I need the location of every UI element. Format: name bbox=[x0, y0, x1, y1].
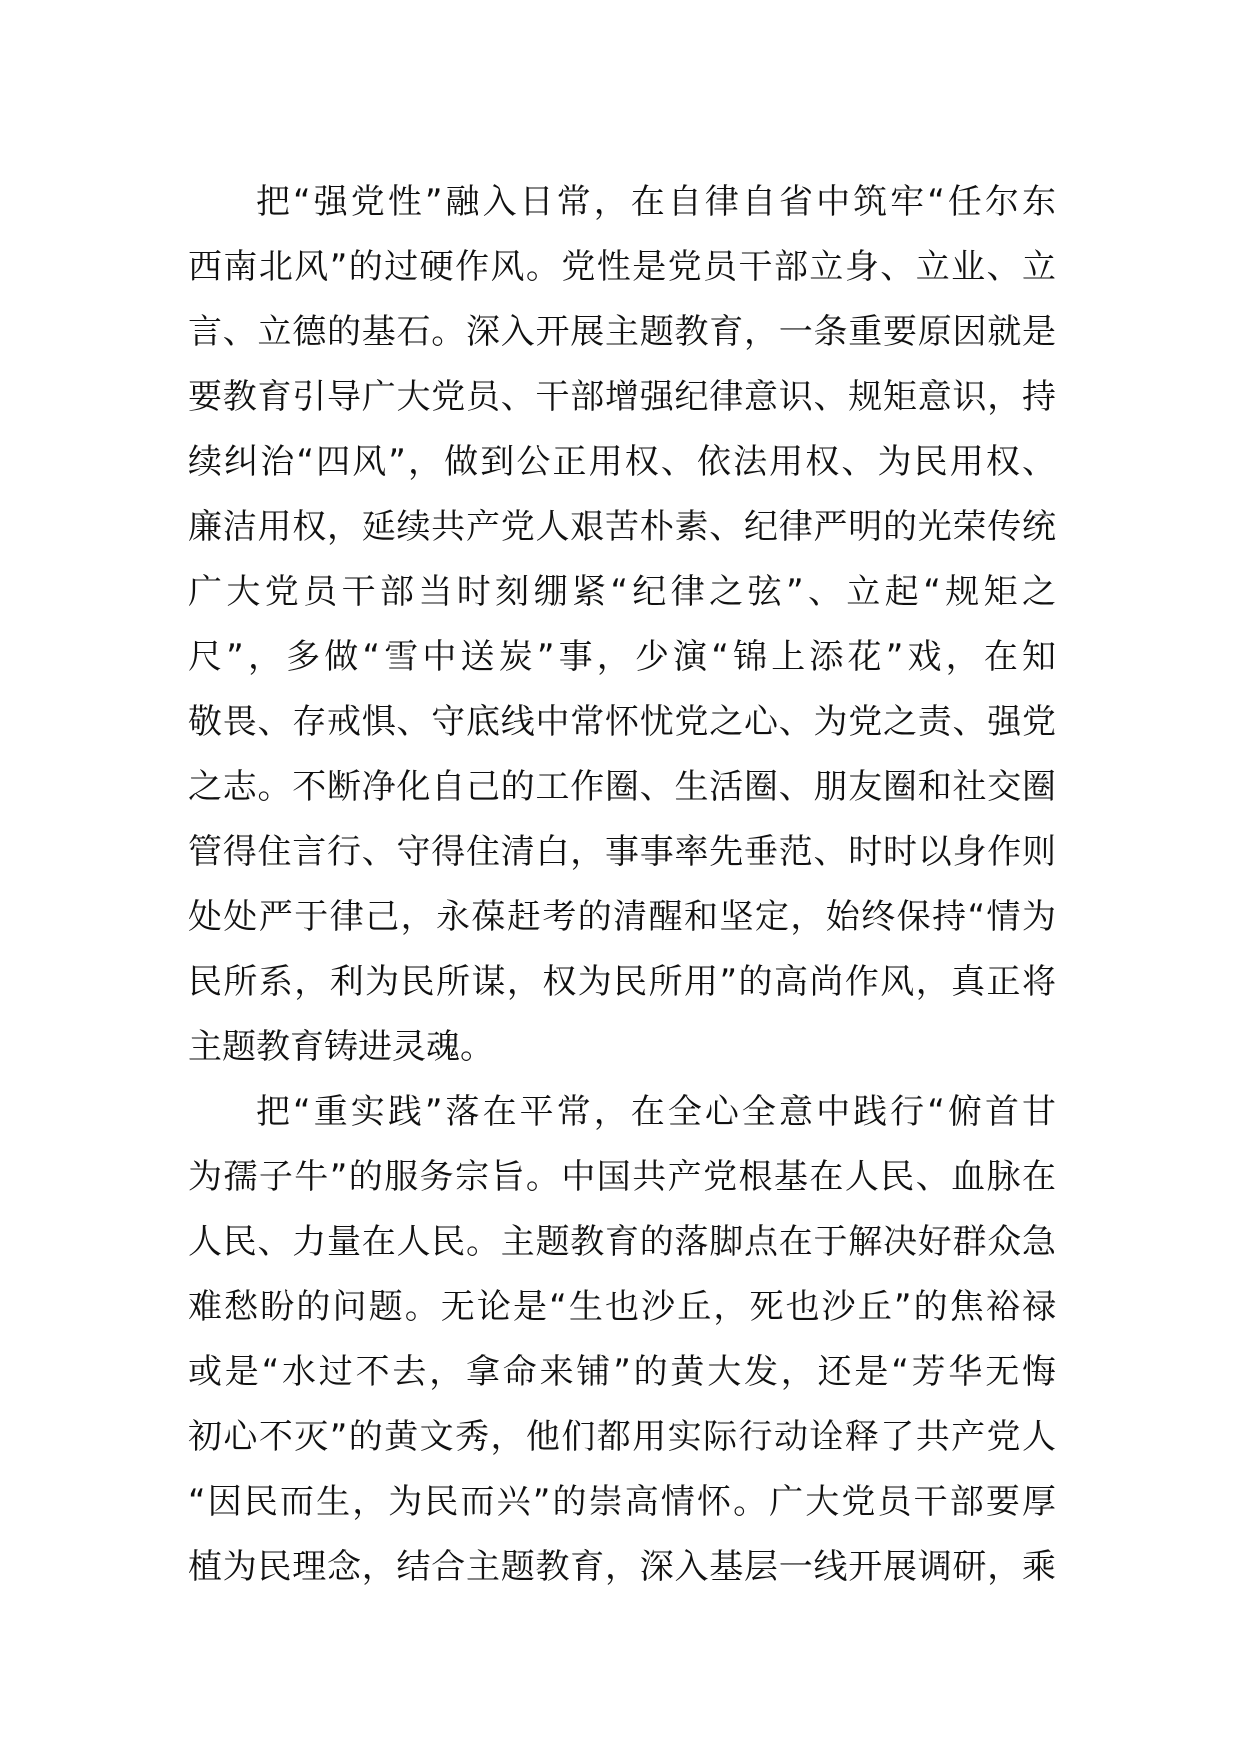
text-line: 续纠治“四风”，做到公正用权、依法用权、为民用权、 bbox=[188, 442, 1056, 482]
text-line: 言、立德的基石。深入开展主题教育，一条重要原因就是 bbox=[188, 312, 1056, 352]
text-line: 难愁盼的问题。无论是“生也沙丘，死也沙丘”的焦裕禄 bbox=[188, 1287, 1056, 1327]
text-line: 要教育引导广大党员、干部增强纪律意识、规矩意识，持 bbox=[188, 377, 1056, 417]
text-line: 或是“水过不去，拿命来铺”的黄大发，还是“芳华无悔 bbox=[188, 1352, 1056, 1392]
text-line: 西南北风”的过硬作风。党性是党员干部立身、立业、立 bbox=[188, 247, 1056, 287]
text-line: 广大党员干部当时刻绷紧“纪律之弦”、立起“规矩之 bbox=[188, 572, 1056, 612]
text-line: 尺”，多做“雪中送炭”事，少演“锦上添花”戏，在知 bbox=[188, 637, 1056, 677]
text-line: 民所系，利为民所谋，权为民所用”的高尚作风，真正将 bbox=[188, 962, 1056, 1002]
document-body bbox=[188, 170, 1056, 1600]
text-line: 为孺子牛”的服务宗旨。中国共产党根基在人民、血脉在 bbox=[188, 1157, 1056, 1197]
text-line: 敬畏、存戒惧、守底线中常怀忧党之心、为党之责、强党 bbox=[188, 702, 1056, 742]
text-line: 把“强党性”融入日常，在自律自省中筑牢“任尔东 bbox=[256, 182, 1056, 222]
text-line: 把“重实践”落在平常，在全心全意中践行“俯首甘 bbox=[256, 1092, 1056, 1132]
text-line: 植为民理念，结合主题教育，深入基层一线开展调研，乘 bbox=[188, 1547, 1056, 1587]
text-line: 初心不灭”的黄文秀，他们都用实际行动诠释了共产党人 bbox=[188, 1417, 1056, 1457]
text-line: 之志。不断净化自己的工作圈、生活圈、朋友圈和社交圈 bbox=[188, 767, 1056, 807]
text-line: 主题教育铸进灵魂。 bbox=[188, 1027, 494, 1067]
paragraph-practice bbox=[188, 1080, 1056, 1600]
text-line: 廉洁用权，延续共产党人艰苦朴素、纪律严明的光荣传统 bbox=[188, 507, 1056, 547]
text-line: 人民、力量在人民。主题教育的落脚点在于解决好群众急 bbox=[188, 1222, 1056, 1262]
text-line: 管得住言行、守得住清白，事事率先垂范、时时以身作则 bbox=[188, 832, 1056, 872]
text-line: 处处严于律己，永葆赶考的清醒和坚定，始终保持“情为 bbox=[188, 897, 1056, 937]
paragraph-party-spirit bbox=[188, 170, 1056, 1080]
text-line: “因民而生，为民而兴”的崇高情怀。广大党员干部要厚 bbox=[188, 1482, 1056, 1522]
